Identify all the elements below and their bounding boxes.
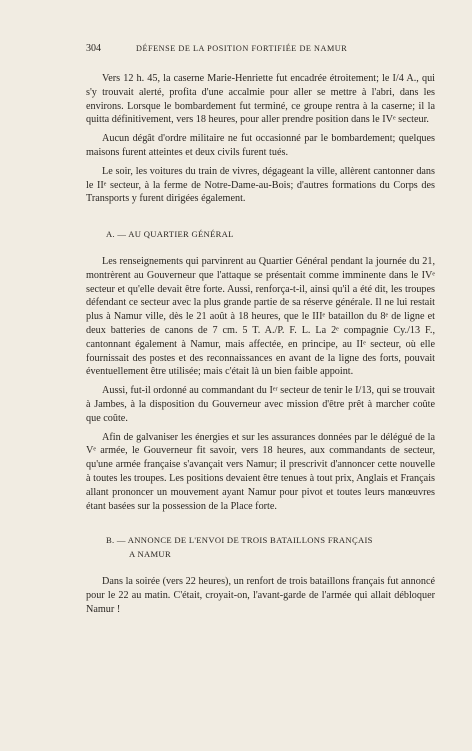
paragraph-5: Aussi, fut-il ordonné au commandant du Iᵉʳ secteur de tenir le I/13, qui se trouvait à Jambes, à la disposition du Gouverneur avec mission d'être prêt à marcher coûte que coûte. [86, 385, 435, 424]
paragraph-6: Afin de galvaniser les énergies et sur les assurances données par le délégué de la Vᵉ armée, le Gouverneur fit savoir, vers 18 heures, aux commandants de secteur, qu'une armée française s'avançait vers Namur; il prescrivit d'annoncer cette nouvelle à toutes les troupes. Les positions devaient être tenues à tout prix, Anglais et Français allant prononcer un mouvement ayant Namur pour pivot et toutes leurs manœuvres étant basées sur la possession de la Place forte. [86, 431, 435, 512]
section-heading-b-line1: B. — ANNONCE DE L'ENVOI DE TROIS BATAILLONS FRANÇAIS [106, 535, 373, 546]
page-header [86, 43, 432, 57]
paragraph-2: Aucun dégât d'ordre militaire ne fut occasionné par le bombardement; quelques maisons furent atteintes et deux civils furent tués. [86, 133, 435, 158]
paragraph-4: Les renseignements qui parvinrent au Quartier Général pendant la journée du 21, montrèrent au Gouverneur que l'attaque se présentait comme imminente dans le IVᵉ secteur et qu'elle devait être forte. Aussi, renforça-t-il, ainsi qu'il a été dit, les troupes défendant ce secteur avec la plus grande partie de sa réserve générale. Il ne lui restait plus à Namur ville, dès le 21 août à 18 heures, que le IIIᵉ bataillon du 8ᵉ de ligne et deux batteries de canons de 7 cm. 5 T. A./P. F. L. La 2ᵉ compagnie Cy./13 F., cantonnant également à Namur, mais affectée, en principe, au IIᵉ secteur, où elle fournissait des postes et des reconnaissances en avant de la ligne des forts, pouvait éventuellement être utilisée; mais c'était là un bien faible appoint. [86, 255, 435, 378]
paragraph-3: Le soir, les voitures du train de vivres, dégageant la ville, allèrent cantonner dans le IIᵉ secteur, à la ferme de Notre-Dame-au-Bois; d'autres formations du Corps des Transports y furent dirigées également. [86, 165, 435, 205]
running-title: DÉFENSE DE LA POSITION FORTIFIÉE DE NAMUR [136, 44, 348, 53]
section-heading-a: A. — AU QUARTIER GÉNÉRAL [106, 229, 234, 240]
section-heading-b-line2: A NAMUR [129, 549, 171, 560]
paragraph-7: Dans la soirée (vers 22 heures), un renfort de trois bataillons français fut annoncé pour le 22 au matin. C'était, croyait-on, l'avant-garde de l'armée qui allait débloquer Namur ! [86, 576, 435, 615]
page-number: 304 [86, 43, 101, 54]
section-heading-b [106, 533, 435, 561]
paragraph-1: Vers 12 h. 45, la caserne Marie-Henriette fut encadrée étroitement; le I/4 A., qui s'y trouvait alerté, profita d'une accalmie pour aller se mettre à l'abri, dans les environs. Lorsque le bombardement fut terminé, ce groupe rentra à la caserne; il la quitta définitivement, vers 18 heures, pour aller prendre position dans le IVᵉ secteur. [86, 73, 435, 126]
page-body [86, 72, 435, 622]
